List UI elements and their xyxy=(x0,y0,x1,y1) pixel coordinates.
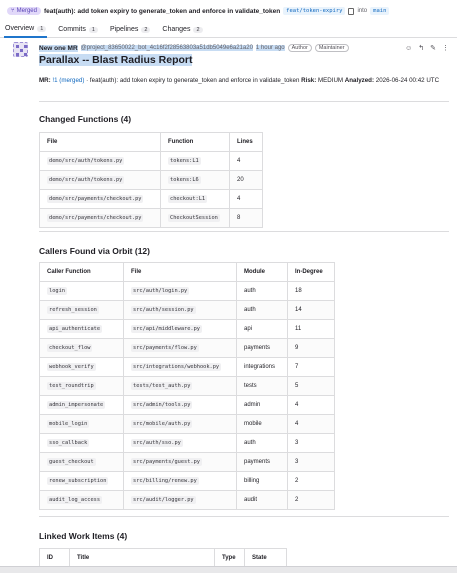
table-row xyxy=(40,301,335,320)
table-row xyxy=(40,453,335,472)
caller-function: refresh_session xyxy=(49,307,97,313)
file-path: src/payments/guest.py xyxy=(133,459,200,465)
table-cell: 3 xyxy=(288,434,335,453)
changed-functions-heading: Changed Functions (4) xyxy=(39,114,132,124)
table-cell xyxy=(40,320,124,339)
table-cell xyxy=(161,171,230,190)
table-cell xyxy=(124,491,237,510)
note-header xyxy=(39,43,449,53)
tab-label: Commits xyxy=(58,26,86,33)
file-path: tests/test_auth.py xyxy=(133,383,191,389)
table-cell: tests xyxy=(237,377,288,396)
table-cell: 11 xyxy=(288,320,335,339)
table-header-row xyxy=(40,133,263,152)
divider xyxy=(39,231,449,232)
table-cell xyxy=(124,472,237,491)
function-name: tokens:L1 xyxy=(170,158,199,164)
tab-count: 1 xyxy=(37,26,46,32)
linked-work-items-heading: Linked Work Items (4) xyxy=(39,531,128,541)
table-row xyxy=(40,434,335,453)
file-path: src/auth/session.py xyxy=(133,307,194,313)
table-cell xyxy=(124,453,237,472)
author-role-badge: Author xyxy=(288,44,312,52)
function-name: tokens:L6 xyxy=(170,177,199,183)
table-row xyxy=(40,282,335,301)
table-row xyxy=(40,377,335,396)
table-cell: 2 xyxy=(288,491,335,510)
table-cell xyxy=(40,415,124,434)
risk-value: MEDIUM xyxy=(316,77,345,84)
analyzed-label: Analyzed: xyxy=(344,77,375,84)
table-cell: auth xyxy=(237,282,288,301)
table-row xyxy=(40,171,263,190)
table-row xyxy=(40,152,263,171)
table-cell xyxy=(40,301,124,320)
tab-label: Overview xyxy=(5,25,35,32)
table-cell xyxy=(40,377,124,396)
table-cell xyxy=(40,339,124,358)
table-cell xyxy=(124,358,237,377)
report-meta xyxy=(39,76,449,85)
avatar[interactable] xyxy=(13,42,28,57)
column-header: In-Degree xyxy=(288,263,335,282)
maintainer-role-badge: Maintainer xyxy=(315,44,349,52)
table-cell: 4 xyxy=(288,415,335,434)
comment-note xyxy=(0,40,457,573)
tab-overview[interactable] xyxy=(4,22,47,38)
caller-function: login xyxy=(49,288,65,294)
file-path: src/auth/sso.py xyxy=(133,440,181,446)
reply-icon[interactable]: ↰ xyxy=(418,45,425,52)
table-cell xyxy=(124,396,237,415)
table-cell: 2 xyxy=(288,472,335,491)
column-header: ID xyxy=(40,549,70,568)
caller-function: test_roundtrip xyxy=(49,383,94,389)
table-cell: auth xyxy=(237,434,288,453)
table-cell xyxy=(124,339,237,358)
time-ago[interactable]: 1 hour ago xyxy=(255,45,285,51)
table-cell xyxy=(161,152,230,171)
source-branch[interactable]: feat/token-expiry xyxy=(283,7,345,15)
divider xyxy=(39,516,449,517)
table-row xyxy=(40,339,335,358)
table-cell: 7 xyxy=(288,358,335,377)
merge-icon: ⑂ xyxy=(11,8,15,14)
table-row xyxy=(40,396,335,415)
copy-icon[interactable] xyxy=(348,8,354,15)
table-row xyxy=(40,491,335,510)
mr-description: · feat(auth): add token expiry to generate_token and enforce in validate_token xyxy=(84,77,302,84)
table-cell: admin xyxy=(237,396,288,415)
column-header: Module xyxy=(237,263,288,282)
into-label: into xyxy=(357,8,368,14)
file-path: demo/src/payments/checkout.py xyxy=(49,196,142,202)
column-header: Lines xyxy=(230,133,263,152)
table-header-row xyxy=(40,263,335,282)
more-actions-icon[interactable]: ⋮ xyxy=(442,45,449,52)
table-cell xyxy=(40,358,124,377)
divider xyxy=(39,101,449,102)
author-handle[interactable]: @project_83650022_bot_4c16f2f28563803a51db5049e6a21a20 xyxy=(80,45,253,51)
horizontal-scrollbar[interactable] xyxy=(0,566,457,573)
table-cell xyxy=(40,209,161,228)
mr-header xyxy=(0,0,457,22)
caller-function: sso_callback xyxy=(49,440,88,446)
table-cell xyxy=(161,209,230,228)
table-cell: billing xyxy=(237,472,288,491)
tab-commits[interactable] xyxy=(57,22,99,38)
mr-title: feat(auth): add token expiry to generate_token and enforce in validate_token xyxy=(43,7,281,15)
table-cell xyxy=(124,301,237,320)
table-row xyxy=(40,190,263,209)
table-row xyxy=(40,358,335,377)
table-cell xyxy=(40,472,124,491)
table-cell: 8 xyxy=(230,209,263,228)
tab-count: 2 xyxy=(141,27,150,33)
table-cell: 9 xyxy=(288,339,335,358)
column-header: Function xyxy=(161,133,230,152)
report-title-rest: -- Blast Radius Report xyxy=(79,54,193,66)
table-cell: 4 xyxy=(230,152,263,171)
file-path: src/payments/flow.py xyxy=(133,345,197,351)
table-cell xyxy=(40,282,124,301)
caller-function: webhook_verify xyxy=(49,364,94,370)
file-path: demo/src/payments/checkout.py xyxy=(49,215,142,221)
caller-function: renew_subscription xyxy=(49,478,107,484)
file-path: src/auth/login.py xyxy=(133,288,188,294)
emoji-reaction-icon[interactable]: ☺ xyxy=(405,44,413,52)
column-header: Caller Function xyxy=(40,263,124,282)
table-cell: audit xyxy=(237,491,288,510)
caller-function: api_authenticate xyxy=(49,326,101,332)
mr-reference-link[interactable]: !1 (merged) xyxy=(52,77,85,84)
table-cell: 14 xyxy=(288,301,335,320)
author-name[interactable]: New one MR xyxy=(39,44,78,52)
table-cell: auth xyxy=(237,301,288,320)
table-cell xyxy=(124,434,237,453)
merged-badge-label: Merged xyxy=(16,8,37,14)
target-branch[interactable]: main xyxy=(370,7,389,15)
tab-changes[interactable] xyxy=(161,22,203,38)
tab-count: 2 xyxy=(193,27,202,33)
table-cell xyxy=(40,396,124,415)
table-row xyxy=(40,320,335,339)
table-cell: api xyxy=(237,320,288,339)
table-cell: payments xyxy=(237,339,288,358)
file-path: src/mobile/auth.py xyxy=(133,421,191,427)
tab-label: Pipelines xyxy=(109,26,139,33)
table-cell: 5 xyxy=(288,377,335,396)
file-path: demo/src/auth/tokens.py xyxy=(49,158,123,164)
file-path: src/audit/logger.py xyxy=(133,497,194,503)
table-cell xyxy=(40,453,124,472)
function-name: CheckoutSession xyxy=(170,215,218,221)
tab-label: Changes xyxy=(162,26,191,33)
table-cell xyxy=(40,434,124,453)
table-cell xyxy=(40,171,161,190)
table-cell xyxy=(40,190,161,209)
table-row xyxy=(40,209,263,228)
table-cell: 3 xyxy=(288,453,335,472)
table-cell: 18 xyxy=(288,282,335,301)
note-actions xyxy=(405,44,449,52)
table-cell: mobile xyxy=(237,415,288,434)
risk-label: Risk: xyxy=(301,77,317,84)
caller-function: mobile_login xyxy=(49,421,88,427)
analyzed-value: 2026-06-24 00:42 UTC xyxy=(374,77,440,84)
edit-icon[interactable]: ✎ xyxy=(430,45,436,52)
changed-functions-table xyxy=(39,132,263,228)
table-cell: 4 xyxy=(230,190,263,209)
caller-function: admin_impersonate xyxy=(49,402,104,408)
callers-heading: Callers Found via Orbit (12) xyxy=(39,246,150,256)
caller-function: audit_log_access xyxy=(49,497,101,503)
tab-count: 1 xyxy=(89,27,98,33)
table-row xyxy=(40,472,335,491)
callers-table xyxy=(39,262,335,510)
table-cell: 20 xyxy=(230,171,263,190)
table-cell: payments xyxy=(237,453,288,472)
tab-pipelines[interactable] xyxy=(109,22,151,38)
table-cell xyxy=(124,320,237,339)
report-title-highlight: Parallax xyxy=(39,54,80,66)
column-header: State xyxy=(245,549,287,568)
function-name: checkout:L1 xyxy=(170,196,206,202)
merged-status-badge xyxy=(7,7,41,15)
file-path: src/admin/tools.py xyxy=(133,402,191,408)
table-header-row xyxy=(40,549,287,568)
column-header: Title xyxy=(70,549,215,568)
table-cell xyxy=(124,282,237,301)
table-cell xyxy=(124,377,237,396)
table-cell xyxy=(124,415,237,434)
caller-function: checkout_flow xyxy=(49,345,91,351)
file-path: src/billing/renew.py xyxy=(133,478,197,484)
file-path: demo/src/auth/tokens.py xyxy=(49,177,123,183)
mr-label: MR: xyxy=(39,77,51,84)
table-row xyxy=(40,415,335,434)
linked-work-items-table xyxy=(39,548,287,568)
report-title xyxy=(39,54,192,66)
table-cell xyxy=(161,190,230,209)
table-cell xyxy=(40,152,161,171)
table-cell xyxy=(40,491,124,510)
column-header: File xyxy=(40,133,161,152)
table-cell: integrations xyxy=(237,358,288,377)
caller-function: guest_checkout xyxy=(49,459,94,465)
mr-tabs xyxy=(0,22,457,38)
file-path: src/integrations/webhook.py xyxy=(133,364,220,370)
table-cell: 4 xyxy=(288,396,335,415)
column-header: File xyxy=(124,263,237,282)
column-header: Type xyxy=(215,549,245,568)
file-path: src/api/middleware.py xyxy=(133,326,200,332)
